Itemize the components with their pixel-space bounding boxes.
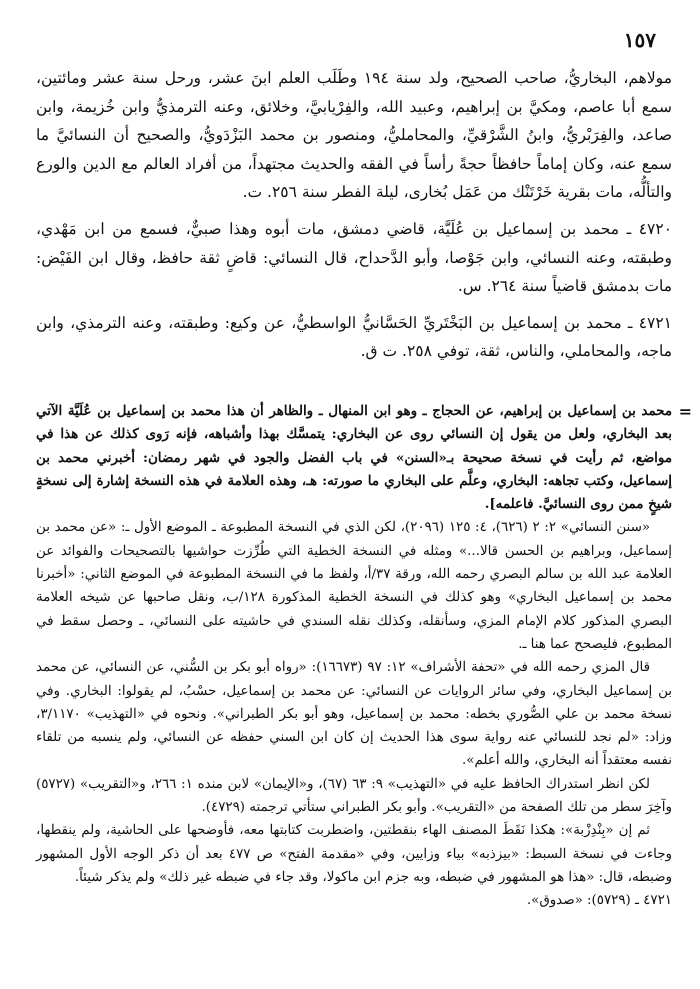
entry-4721: ٤٧٢١ ـ محمد بن إسماعيل بن البَخْتَريِّ الحَسَّانيُّ الواسطيُّ، عن وكيع: وطبقته، وعنه الترمذي، وابن ماجه، والمحاملي، والناس، ثقة، توفي ٢٥٨. ت ق. [36,313,672,361]
note-paragraph: قال المزي رحمه الله في «تحفة الأشراف» ١٢: ٩٧ (١٦٦٧٣): «رواه أبو بكر بن السُّني، عن النسائي، عن محمد بن إسماعيل البخاري، وفي سائر الروايات عن النسائي: عن محمد بن إسماعيل، حسْبُ، لم يقولوا: البخاري. وفي نسخة محمد بن علي الصُّوري بخطه: محمد بن إسماعيل، وهو أبو بكر الطبراني». ونحوه في «التهذيب» ٣/١١٧٠، وزاد: «لم نجد للنسائي عنه رواية سوى هذا الحديث إن كان ابن السني حفظه عن النسائي، ولم ينسبه من تلقاء نفسه معتقداً أنه البخاري، والله أعلم». [36,660,672,769]
note-paragraph: محمد بن إسماعيل بن إبراهيم، عن الحجاج ـ وهو ابن المنهال ـ والظاهر أن هذا محمد بن إسماعيل بن عُلَيَّة الآتي بعد البخاري، ولعل من يقول إن النسائي روى عن البخاري: يتمسَّك بهذا وأشباهه، فإنه رَوى كذلك عن هذا في مواضع، ثم رأيت في نسخة صحيحة بـ«السنن» في باب الفضل والجود في شهر رمضان: أخبرني محمد بن إسماعيل، وكتب تجاهه: البخاري، وعلَّم على البخاري ما صورته: هـ، وهذه العلامة في هذه النسخة إشارة إلى نسخةٍ شيخٍ ممن روى النسائيَّ. فاعلمه]. [36,403,672,513]
note-paragraph: لكن انظر استدراك الحافظ عليه في «التهذيب» ٩: ٦٣ (٦٧)، و«الإيمان» لابن منده ١: ٢٦٦، و«التقريب» (٥٧٢٧) وآخِرَ سطر من تلك الصفحة من «التقريب». وأبو بكر الطبراني ستأتي ترجمته (٤٧٢٩). [36,776,672,816]
note-paragraph: ٤٧٢١ ـ (٥٧٢٩): «صدوق». [526,893,672,909]
footnote-continuation-marker: = [678,402,692,421]
page-number: ١٥٧ [623,28,656,52]
note-paragraph: ثم إن «بِنْدِزْبة»: هكذا نَقَطَ المصنف الهاء بنقطتين، واضطربت كتابتها معه، فأوضحها على الحاشية، ولم ينقطها، وجاءت في نسخة السبط: «بيزذبه» بياء وزايين، وفي «مقدمة الفتح» ص ٤٧٧ بعد أن ذكر الوجه الأول المشهور وضبطه، قال: «هذا هو المشهور في ضبطه، وبه جزم ابن ماكولا، وقد جاء في ضبطه غير ذلك» ولم يذكر شيئاً. [36,823,672,885]
entry-4720: ٤٧٢٠ ـ محمد بن إسماعيل بن عُلَيَّة، قاضي دمشق، مات أبوه وهذا صبيٌّ، فسمع من ابن مَهْدي، وطبقته، وعنه النسائي، وابن جَوْصا، وأبو الدَّحداح، قال النسائي: قاضٍ ثقة حافظ، وقال ابن الفَيْض: مات بدمشق قاضياً سنة ٢٦٤. س. [36,219,672,296]
footnotes [36,400,672,913]
paragraph-bukhari: مولاهم، البخاريُّ، صاحب الصحيح، ولد سنة ١٩٤ وطَلَب العلم ابنَ عشر، ورحل سنة عشر ومائتين، سمع أبا عاصم، ومكيَّ بن إبراهيم، وعبيد الله، والفِرْيابيَّ، وخلائق، وعنه الترمذيُّ وابن خُزيمة، وابن صاعد، والفِرَبْريُّ، وابنُ الشَّرْقيِّ، والمحامليُّ، ومنصور بن محمد البَزْدَويُّ، والصحيح أن النسائيَّ ما سمع عنه، وكان إماماً حافظاً حجةً رأساً في الفقه والحديث مجتهداً، من أفراد العالم مع الدين والورع والتألُّه، مات بقرية خَرْتَنْك من عَمَل بُخارى، ليلة الفطر سنة ٢٥٦. ت. [36,69,672,202]
main-text [36,64,672,374]
note-paragraph: «سنن النسائي» ٢: ٢ (٦٢٦)، ٤: ١٢٥ (٢٠٩٦)، لكن الذي في النسخة المطبوعة ـ الموضع الأول ـ: «عن محمد بن إسماعيل، وبراهيم بن الحسن قالا...» ومثله في النسخة الخطية التي طُرِّزت حواشيها بالتصحيحات والفوائد عن العلامة عبد الله بن سالم البصري رحمه الله، ورقة ٣٧/أ، ولفظ ما في النسخة المطبوعة في الموضع الثاني: «أخبرنا محمد بن إسماعيل البخاري» وهو كذلك في النسخة الخطية المذكورة ١٢٨/ب، ونقل صاحبها عن شيخه العلامة البصري المذكور كلام الإمام المزي، وسأنقله، وكذلك نقله السندي في حاشيته على النسائي، ـ وحصل سقط في المطبوع، فليصحح عما هنا ـ. [36,520,672,652]
